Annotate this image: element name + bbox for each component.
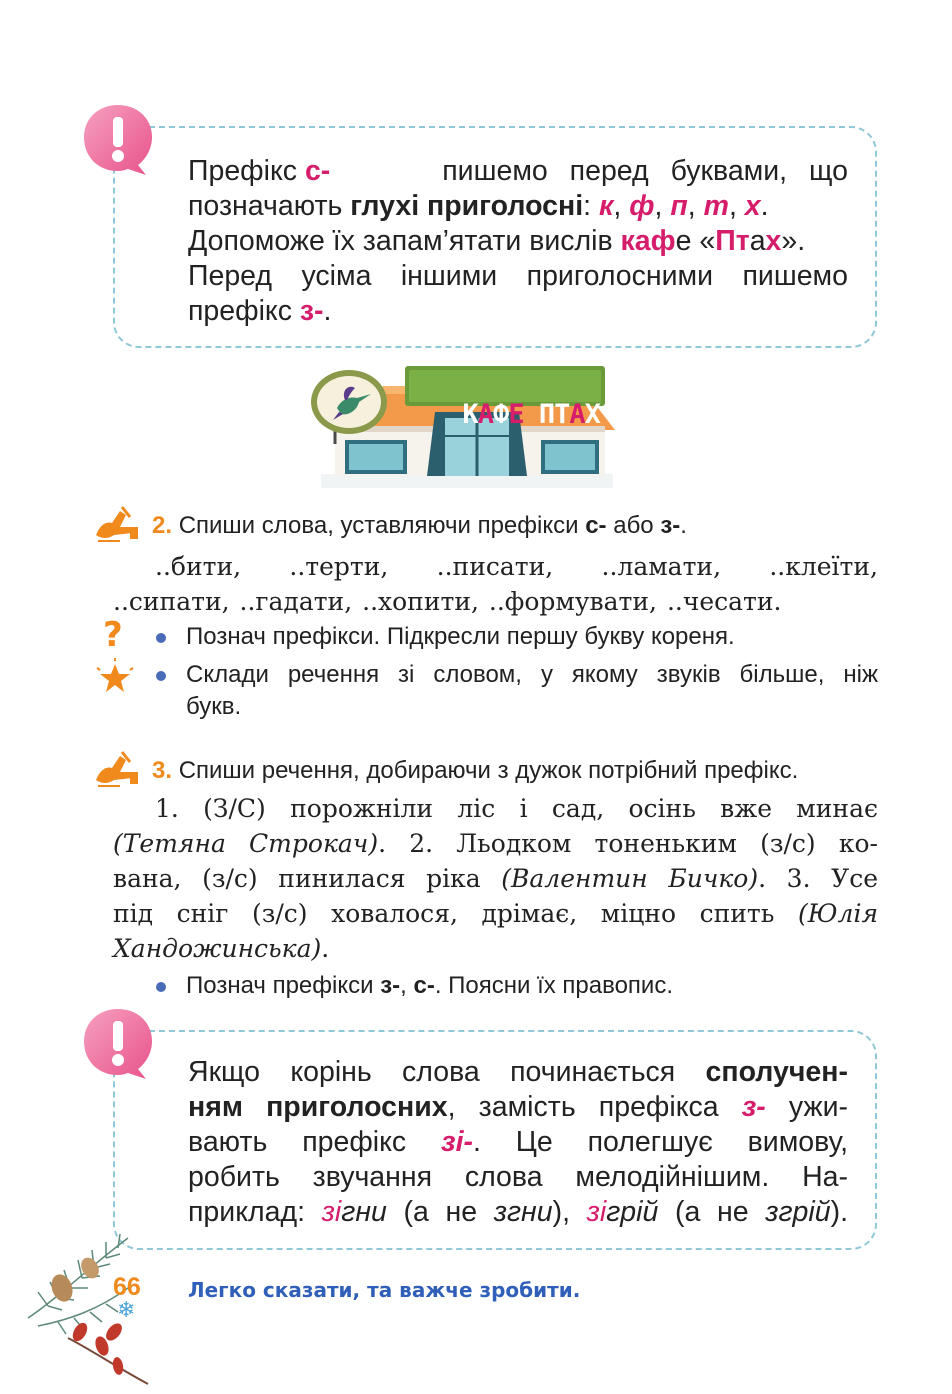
writing-hand-icon [94, 505, 140, 543]
task-2-words-line-2: ..сипати, ..гадати, ..хопити, ..формувати, ..чесати. [113, 587, 782, 616]
task-2-heading: 2. Спиши слова, уставляючи префікси с- або з-. [152, 512, 687, 539]
task-2-words [113, 549, 878, 619]
rule-1-line-1: Префікс с- пишемо перед буквами, що [188, 155, 848, 187]
rule-2-line-3: вають префікс зі-. Це полегшує вимову, [188, 1126, 848, 1158]
rule-2-line-1: Якщо корінь слова починається сполучен- [188, 1056, 848, 1088]
question-mark-icon: ? [103, 615, 123, 655]
writing-hand-icon [94, 750, 140, 788]
task-3-line-2: (Тетяна Строкач). 2. Льодком тоненьким (з/с) ко- [113, 829, 878, 858]
task-2-bullet-2: Склади речення зі словом, у якому звуків більше, ніж букв. [186, 659, 878, 723]
exclamation-badge-icon [82, 1005, 154, 1081]
snowflake-icon: ❄ [117, 1298, 136, 1323]
rule-1-line-5: префікс з-. [188, 295, 332, 327]
rule-1-line-2: позначають глухі приголосні: к, ф, п, т, х. [188, 190, 769, 222]
bullet-dot [156, 671, 166, 681]
rule-2-text [188, 1055, 848, 1230]
rule-2-line-5: приклад: зігни (а не згни), зігрій (а не згрій). [188, 1196, 848, 1228]
task-3-line-4: під сніг (з/с) ховалося, дрімає, міцно спить (Юлія [113, 899, 878, 928]
exclamation-badge-icon [82, 101, 154, 177]
star-icon [95, 658, 135, 698]
task-3-bullet: Познач префікси з-, с-. Поясни їх правопис. [186, 970, 878, 1002]
task-3-line-3: вана, (з/с) пинилася ріка (Валентин Бичко). 3. Усе [113, 864, 878, 893]
footer-proverb: Легко сказати, та важче зробити. [188, 1278, 581, 1302]
rule-1-text [188, 154, 848, 329]
rule-1-line-4: Перед усіма іншими приголосними пишемо [188, 260, 848, 292]
task-3-line-1: 1. (З/С) порожніли ліс і сад, осінь вже минає [155, 794, 878, 823]
task-2-bullet-1: Познач префікси. Підкресли першу букву кореня. [186, 621, 878, 653]
page-number: 66 [113, 1273, 141, 1301]
task-3-line-5: Хандожинська). [113, 934, 330, 963]
cafe-sign-text: КАФЕ ПТАХ [462, 399, 600, 430]
bullet-dot [156, 633, 166, 643]
task-3-sentences [113, 791, 878, 966]
rule-2-line-2: ням приголосних, замість префікса з- ужи- [188, 1091, 848, 1123]
rule-1-line-3: Допоможе їх запам’ятати вислів кафе «Птах». [188, 225, 806, 257]
rule-2-line-4: робить звучання слова мелодійнішим. На- [188, 1161, 848, 1193]
task-2-words-line-1: ..бити, ..терти, ..писати, ..ламати, ..клеїти, [155, 552, 878, 581]
bullet-dot [156, 982, 166, 992]
pine-branch-icon [18, 1228, 158, 1388]
task-3-heading: 3. Спиши речення, добираючи з дужок потрібний префікс. [152, 757, 799, 784]
